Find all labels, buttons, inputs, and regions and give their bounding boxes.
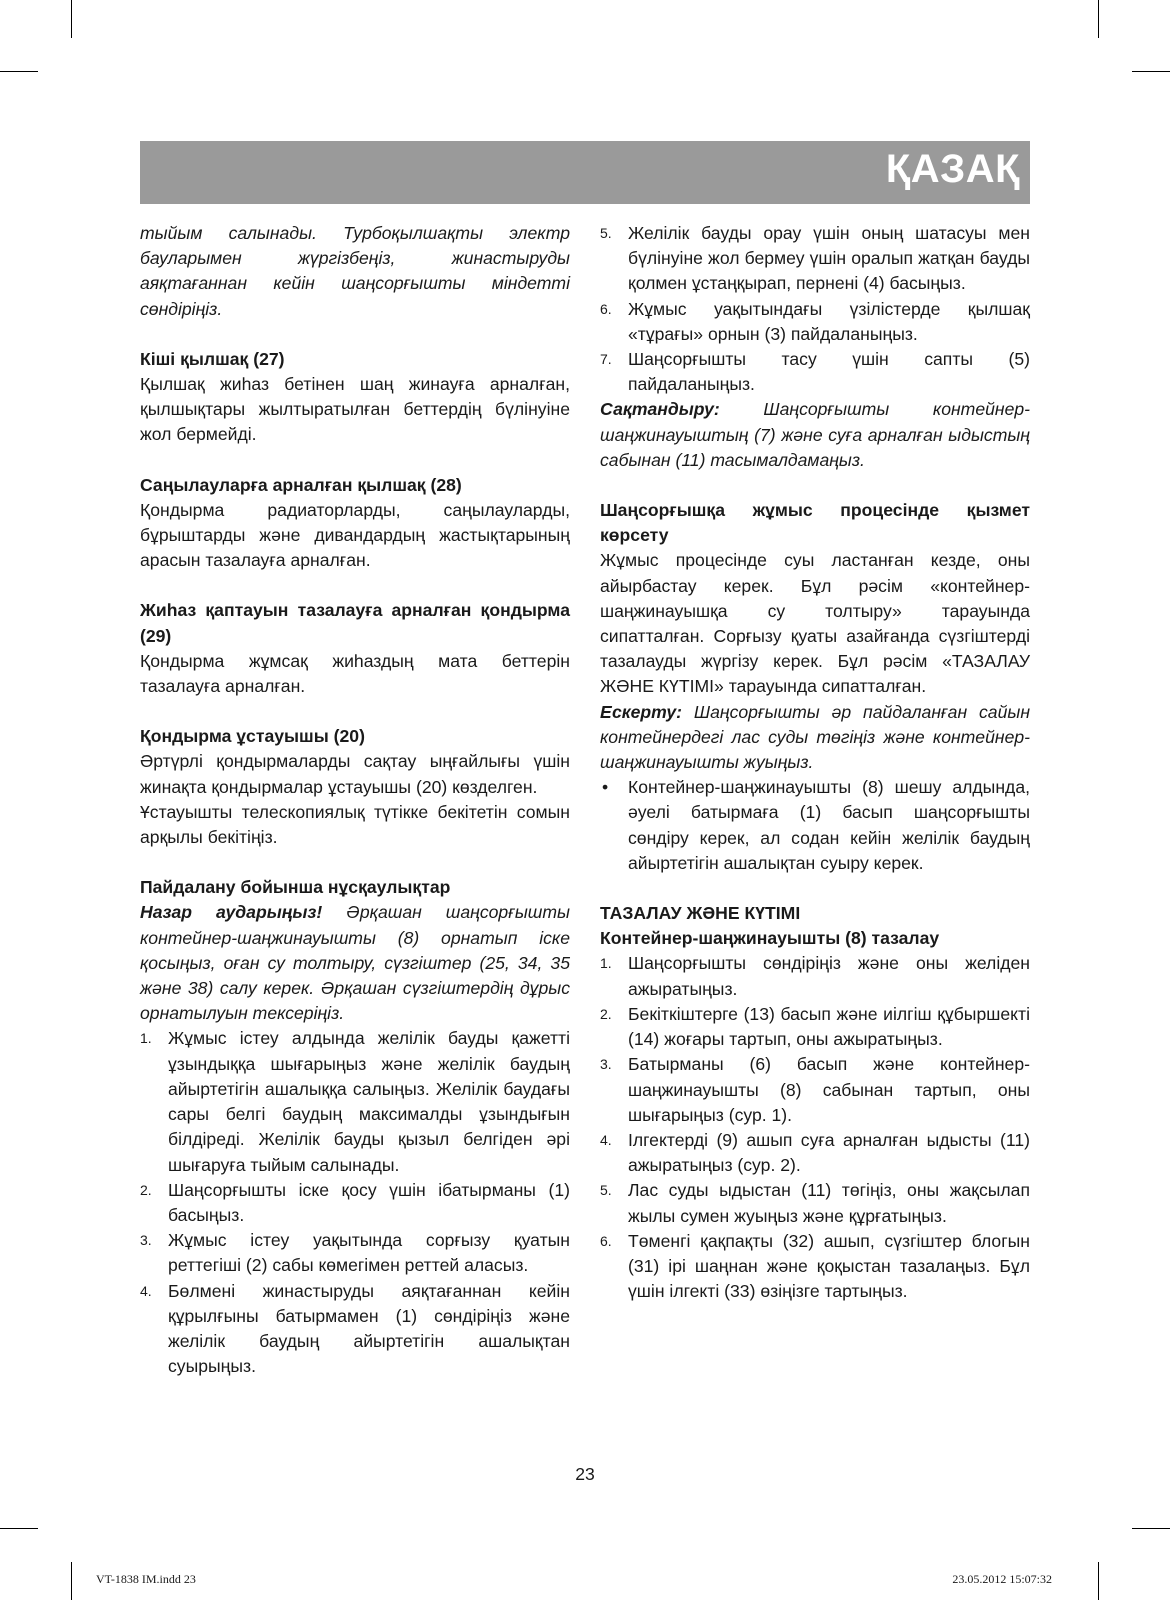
upholstery-nozzle-text: Қондырма жұмсақ жиһаздың мата беттерін тазалауға арналған.	[140, 650, 570, 697]
list-item	[600, 297, 1030, 347]
right-column	[600, 221, 1030, 1304]
list-item-text: Контейнер-шаңжинауышты (8) шешу алдында, әуелі батырмаға (1) басып шаңсорғышты сөндіру керек, ал содан кейін желілік баудың айыртетігін ашалықтан суыру керек.	[628, 777, 1030, 873]
crevice-brush-text: Қондырма радиаторларды, саңылауларды, бұрыштарды және дивандардың жастықтарының арасын тазалауға арналған.	[140, 499, 570, 571]
list-item-number: 1.	[140, 1030, 152, 1047]
list-item-text: Жұмыс уақытындағы үзілістерде қылшақ «тұрағы» орнын (3) пайдаланыңыз.	[628, 298, 1030, 344]
list-item-text: Төменгі қақпақты (32) ашып, сүзгіштер блогын (31) ірі шаңнан және қоқыстан тазалаңыз. Бұл үшін ілгекті (33) өзіңізге тартыңыз.	[628, 1230, 1030, 1302]
usage-instructions-heading: Пайдалану бойынша нұсқаулықтар	[140, 877, 451, 898]
note-label: Ескерту:	[600, 701, 683, 722]
list-item	[600, 221, 1030, 297]
list-item-number: 4.	[140, 1282, 152, 1299]
bullet-mark: •	[602, 777, 609, 798]
care-heading: ТАЗАЛАУ ЖӘНЕ КҮТІМІ	[600, 903, 801, 924]
list-item-number: 2.	[140, 1181, 152, 1198]
note-text: Шаңсорғышты әр пайдаланған сайын контейнердегі лас суды төгіңіз және контейнер-шаңжинауышты жуыңыз.	[600, 701, 1030, 773]
list-item-number: 5.	[600, 1182, 612, 1199]
list-item-text: Шаңсорғышты іске қосу үшін ібатырманы (1) басыңыз.	[168, 1179, 570, 1225]
attention-paragraph	[140, 900, 570, 1026]
left-column	[140, 221, 570, 1379]
usage-steps-list	[140, 1026, 570, 1379]
crop-mark-top-left-h	[0, 71, 38, 72]
warning-paragraph	[600, 397, 1030, 473]
list-item	[600, 1128, 1030, 1178]
care-steps-list	[600, 951, 1030, 1304]
list-item	[600, 951, 1030, 1001]
list-item-number: 4.	[600, 1131, 612, 1148]
crop-mark-bottom-right-h	[1132, 1528, 1170, 1529]
crop-mark-top-left	[71, 0, 72, 38]
list-item	[140, 1228, 570, 1278]
warning-label: Сақтандыру:	[600, 399, 720, 420]
list-item-number: 1.	[600, 955, 612, 972]
list-item-text: Жұмыс істеу алдында желілік бауды қажетті ұзындыққа шығарыңыз және желілік баудың айыртетігін ашалыққа салыңыз. Желілік баудағы сары белгі баудың максималды ұзындығын білдіреді. Желілік бауды қызыл белгіден әрі шығаруға тыйым салынады.	[168, 1028, 570, 1175]
nozzle-holder-text-1: Әртүрлі қондырмаларды сақтау ыңғайлығы үшін жинақта қондырмалар ұстауышы (20) көзделген.	[140, 751, 570, 797]
intro-paragraph: тыйым салынады. Турбоқылшақты электр бауларымен жүргізбеңіз, жинастыруды аяқтағаннан кейін шаңсорғышты міндетті сөндіріңіз.	[140, 223, 570, 319]
list-item	[600, 1178, 1030, 1228]
list-item	[600, 1229, 1030, 1305]
list-item	[140, 1279, 570, 1380]
list-item-number: 7.	[600, 351, 612, 368]
list-item-number: 3.	[140, 1232, 152, 1249]
language-title: ҚАЗАҚ	[885, 147, 1020, 191]
note-paragraph	[600, 700, 1030, 776]
service-heading: Шаңсорғышқа жұмыс процесінде қызмет көрсету	[600, 500, 1030, 546]
language-header-band	[140, 141, 1030, 204]
nozzle-holder-text-2: Ұстауышты телескопиялық түтікке бекітетін сомын арқылы бекітіңіз.	[140, 801, 570, 848]
list-item	[140, 1026, 570, 1177]
crop-mark-bottom-left-h	[0, 1528, 38, 1529]
attention-label: Назар аударыңыз!	[140, 902, 323, 923]
list-item-text: Батырманы (6) басып және контейнер-шаңжинауышты (8) сабынан тартып, оны шығарыңыз (сур. 1).	[628, 1054, 1030, 1125]
footer-file-info: VT-1838 IM.indd 23	[96, 1572, 196, 1586]
upholstery-nozzle-heading: Жиһаз қаптауын тазалауға арналған қондырма (29)	[140, 600, 570, 646]
page-number: 23	[575, 1464, 595, 1484]
list-item-text: Шаңсорғышты тасу үшін сапты (5) пайдаланыңыз.	[628, 349, 1030, 395]
list-item	[600, 347, 1030, 397]
list-item-text: Бөлмені жинастыруды аяқтағаннан кейін құрылғыны батырмамен (1) сөндіріңіз және желілік баудың айыртетігін ашалықтан суырыңыз.	[168, 1280, 570, 1377]
footer-timestamp: 23.05.2012 15:07:32	[952, 1572, 1052, 1586]
service-text: Жұмыс процесінде суы ластанған кезде, оны айырбастау керек. Бұл рәсім «контейнер-шаңжинауышқа су толтыру» тарауында сипатталған. Сорғызу қуаты азайғанда сүзгіштерді тазалауды жүргізу керек. Бұл рәсім «ТАЗАЛАУ ЖӘНЕ КҮТІМІ» тарауында сипатталған.	[600, 550, 1030, 697]
list-item	[600, 775, 1030, 876]
list-item	[600, 1002, 1030, 1052]
list-item-text: Шаңсорғышты сөндіріңіз және оны желіден ажыратыңыз.	[628, 953, 1030, 999]
small-brush-text: Қылшақ жиһаз бетінен шаң жинауға арналған, қылшықтары жылтыратылған беттердің бүлінуіне жол бермейді.	[140, 374, 570, 445]
list-item-number: 2.	[600, 1005, 612, 1022]
list-item-text: Лас суды ыдыстан (11) төгіңіз, оны жақсылап жылы сумен жуыңыз және құрғатыңыз.	[628, 1180, 1030, 1226]
crop-mark-bottom-right	[1098, 1562, 1099, 1600]
list-item-number: 3.	[600, 1056, 612, 1073]
list-item	[140, 1178, 570, 1228]
list-item-text: Ілгектерді (9) ашып суға арналған ыдысты (11) ажыратыңыз (сур. 2).	[628, 1129, 1030, 1176]
list-item	[600, 1052, 1030, 1128]
list-item-text: Желілік бауды орау үшін оның шатасуы мен бүлінуіне жол бермеу үшін оралып жатқан бауды қолмен ұстаңқырап, пернені (4) басыңыз.	[628, 223, 1030, 294]
crop-mark-top-right-h	[1132, 71, 1170, 72]
service-bullet-list	[600, 775, 1030, 876]
list-item-number: 6.	[600, 1232, 612, 1249]
list-item-text: Жұмыс істеу уақытында сорғызу қуатын реттегіші (2) сабы көмегімен реттей аласыз.	[168, 1230, 570, 1276]
list-item-text: Бекіткіштерге (13) басып және иілгіш құбыршекті (14) жоғары тартып, оны ажыратыңыз.	[628, 1003, 1030, 1050]
crevice-brush-heading: Саңылауларға арналған қылшақ (28)	[140, 474, 462, 495]
nozzle-holder-heading: Қондырма ұстауышы (20)	[140, 726, 365, 747]
list-item-number: 5.	[600, 225, 612, 241]
crop-mark-bottom-left	[71, 1562, 72, 1600]
warning-text: Шаңсорғышты контейнер-шаңжинауыштың (7) және суға арналған ыдыстың сабынан (11) тасымалдамаңыз.	[600, 399, 1030, 470]
crop-mark-top-right	[1098, 0, 1099, 38]
usage-steps-list-continued	[600, 221, 1030, 397]
list-item-number: 6.	[600, 300, 612, 317]
care-subheading: Контейнер-шаңжинауышты (8) тазалау	[600, 928, 940, 949]
small-brush-heading: Кіші қылшақ (27)	[140, 348, 285, 369]
attention-text: Әрқашан шаңсорғышты контейнер-шаңжинауышты (8) орнатып іске қосыңыз, оған су толтыру, сүзгіштер (25, 34, 35 және 38) салу керек. Әрқашан сүзгіштердің дұрыс орнатылуын тексеріңіз.	[140, 902, 570, 1024]
